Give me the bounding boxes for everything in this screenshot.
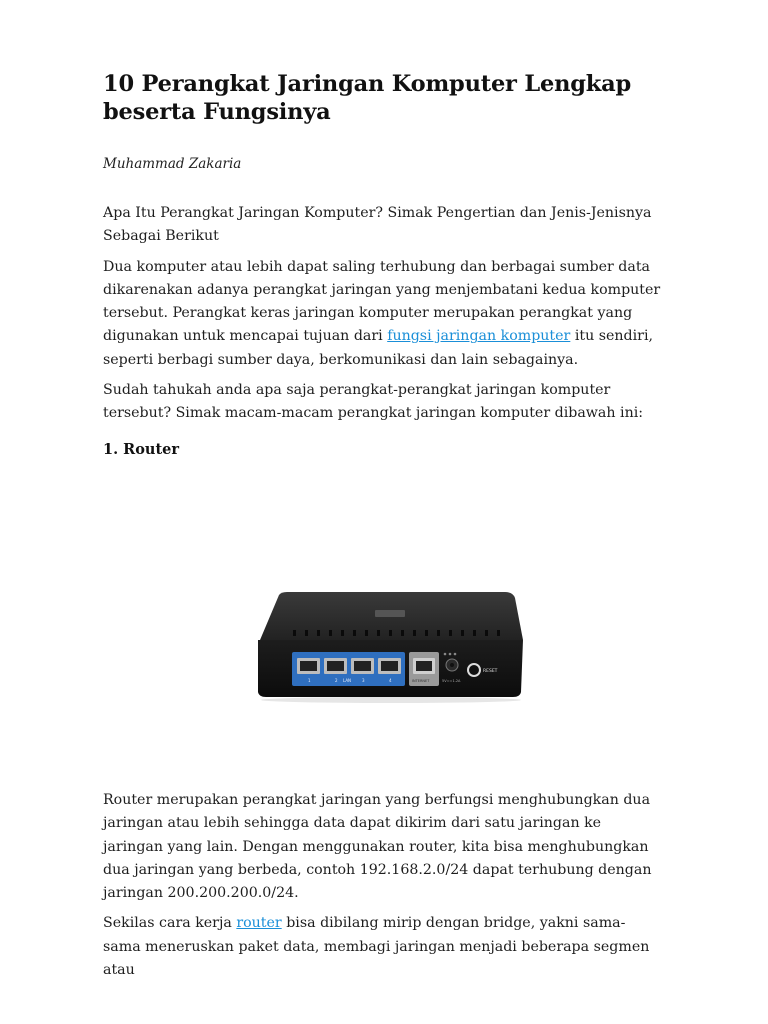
router-section: [103, 789, 663, 982]
lan-number: 1: [308, 678, 311, 683]
router-paragraph-2-text-a: Sekilas cara kerja: [103, 915, 237, 932]
paragraph-1-text-b: itu sendiri, seperti berbagi sumber daya, berkomunikasi dan lain sebagainya.: [103, 328, 653, 368]
intro-paragraph: Apa Itu Perangkat Jaringan Komputer? Simak Pengertian dan Jenis-Jenisnya Sebagai Berikut: [103, 205, 652, 245]
router-paragraph-2-text-b: bisa dibilang mirip dengan bridge, yakni sama-sama meneruskan paket data, membagi jaringan menjadi beberapa segmen atau: [103, 915, 650, 979]
article-author: Muhammad Zakaria: [103, 156, 242, 172]
router-logo-plate: [375, 610, 405, 617]
article-title: 10 Perangkat Jaringan Komputer Lengkap beserta Fungsinya: [103, 71, 632, 125]
reset-button: [468, 664, 480, 676]
reset-label: RESET: [483, 669, 498, 674]
paragraph-2: Sudah tahukah anda apa saja perangkat-perangkat jaringan komputer tersebut? Simak macam-macam perangkat jaringan komputer dibawah ini:: [103, 382, 644, 422]
router-paragraph-2: [103, 912, 663, 982]
lan-number: 4: [389, 678, 392, 683]
internet-label: INTERNET: [412, 679, 430, 683]
router-paragraph-1: Router merupakan perangkat jaringan yang berfungsi menghubungkan dua jaringan atau lebih sehingga data dapat dikirim dari satu jaringan ke jaringan yang lain. Dengan menggunakan router, kita bisa menghubungkan dua jaringan yang berbeda, contoh 192.168.2.0/24 dapat terhubung dengan jaringan 200.200.200.0/24.: [103, 792, 652, 902]
section-heading-router: 1. Router: [103, 440, 180, 458]
paragraph-1-text-a: Dua komputer atau lebih dapat saling terhubung dan berbagai sumber data dikarenakan adanya perangkat jaringan yang menjembatani kedua komputer tersebut. Perangkat keras jaringan komputer merupakan perangkat yang digunakan untuk mencapai tujuan dari: [103, 258, 661, 345]
article: [103, 70, 663, 458]
router-image: [103, 470, 663, 790]
link-router[interactable]: router: [236, 915, 282, 932]
power-label: 5V==1.2A: [442, 679, 461, 683]
lan-number: 2: [335, 678, 338, 683]
link-fungsi-jaringan[interactable]: fungsi jaringan komputer: [387, 328, 571, 345]
lan-label: LAN: [343, 678, 352, 683]
lan-number: 3: [362, 678, 365, 683]
paragraph-1: [103, 256, 663, 372]
router-figure: [103, 470, 663, 790]
